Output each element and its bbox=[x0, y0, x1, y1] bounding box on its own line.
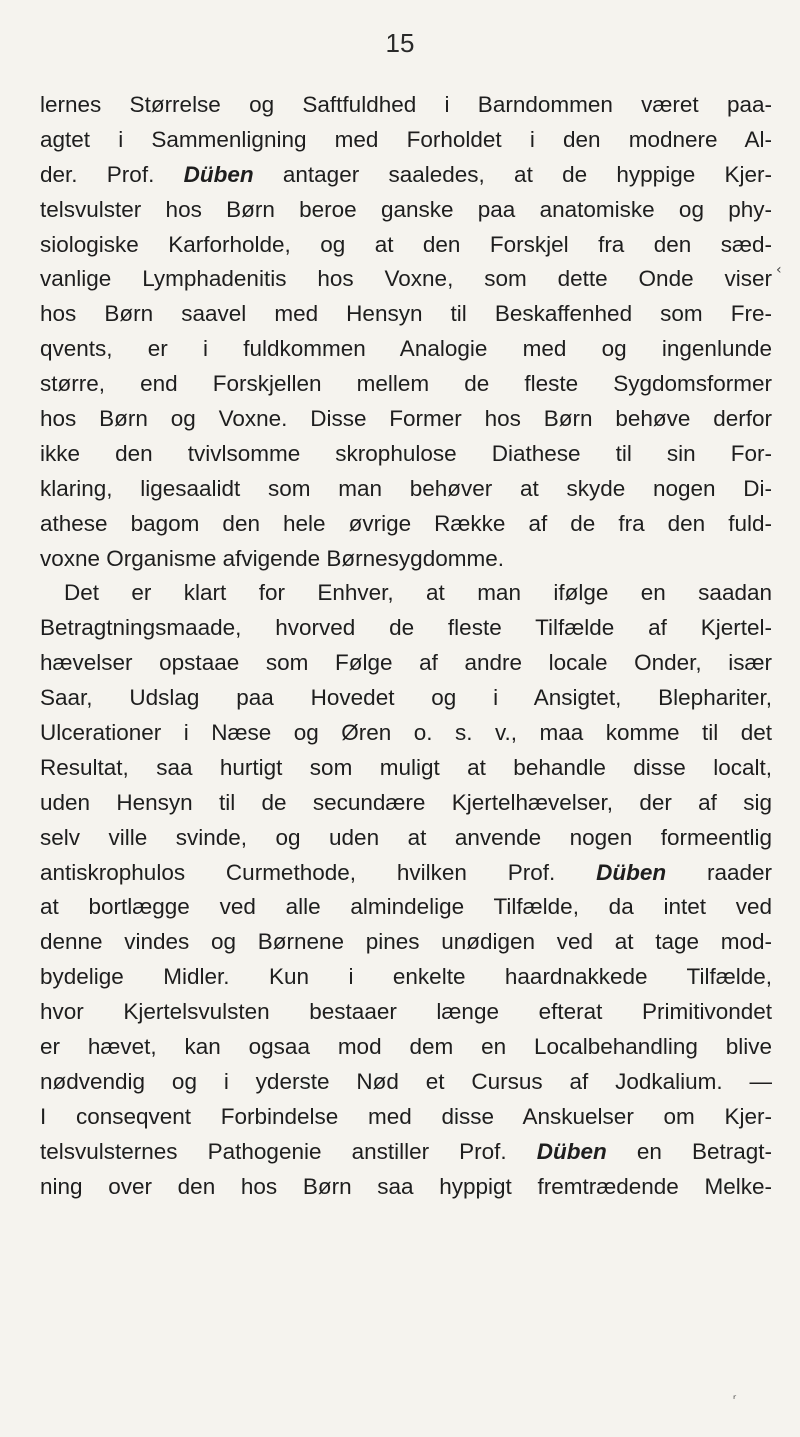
text-line: større, end Forskjellen mellem de fleste Sygdomsformer bbox=[40, 371, 772, 397]
text-line: at bortlægge ved alle almindelige Tilfælde, da intet ved bbox=[40, 894, 772, 920]
text-line: agtet i Sammenligning med Forholdet i den modnere Al- bbox=[40, 126, 772, 152]
text-line: uden Hensyn til de secundære Kjertelhævelser, der af sig bbox=[40, 789, 772, 815]
text-line: voxne Organisme afvigende Børnesygdomme. bbox=[40, 545, 504, 571]
text-segment: raader bbox=[666, 859, 772, 885]
text-line: hævelser opstaae som Følge af andre locale Onder, især bbox=[40, 650, 772, 676]
text-line: ning over den hos Børn saa hyppigt fremtrædende Melke- bbox=[40, 1173, 772, 1199]
text-line: Saar, Udslag paa Hovedet og i Ansigtet, Blephariter, bbox=[40, 685, 772, 711]
body-text bbox=[40, 88, 772, 1205]
text-line: hvor Kjertelsvulsten bestaaer længe efterat Primitivondet bbox=[40, 999, 772, 1025]
text-line: lernes Størrelse og Saftfuldhed i Barndommen været paa- bbox=[40, 92, 772, 117]
text-line: qvents, er i fuldkommen Analogie med og ingenlunde bbox=[40, 336, 772, 362]
text-line: Det er klart for Enhver, at man ifølge en saadan bbox=[64, 580, 772, 606]
text-line: selv ville svinde, og uden at anvende nogen formeentlig bbox=[40, 824, 772, 850]
text-line: er hævet, kan ogsaa mod dem en Localbehandling blive bbox=[40, 1034, 772, 1060]
text-line: nødvendig og i yderste Nød et Cursus af Jodkalium. — bbox=[40, 1068, 772, 1094]
text-line: klaring, ligesaalidt som man behøver at skyde nogen Di- bbox=[40, 475, 772, 501]
text-segment: der. Prof. bbox=[40, 161, 184, 187]
text-segment: en Betragt- bbox=[606, 1138, 772, 1164]
author-name: Düben bbox=[536, 1138, 607, 1164]
text-line: denne vindes og Børnene pines unødigen ved at tage mod- bbox=[40, 929, 772, 955]
author-name: Düben bbox=[596, 859, 667, 885]
margin-mark: ‹ bbox=[776, 262, 782, 278]
text-line: siologiske Karforholde, og at den Forskjel fra den sæd- bbox=[40, 231, 772, 257]
text-segment: antiskrophulos Curmethode, hvilken Prof. bbox=[40, 859, 597, 885]
text-line: bydelige Midler. Kun i enkelte haardnakkede Tilfælde, bbox=[40, 964, 772, 990]
text-line: hos Børn og Voxne. Disse Former hos Børn behøve derfor bbox=[40, 406, 772, 432]
author-name: Düben bbox=[183, 161, 254, 187]
text-line: vanlige Lymphadenitis hos Voxne, som dette Onde viser bbox=[40, 266, 772, 292]
text-line: athese bagom den hele øvrige Række af de fra den fuld- bbox=[40, 510, 772, 536]
text-line bbox=[40, 856, 772, 891]
page-number: 15 bbox=[385, 28, 415, 58]
text-line bbox=[40, 158, 772, 193]
text-line: Betragtningsmaade, hvorved de fleste Tilfælde af Kjertel- bbox=[40, 615, 772, 641]
text-segment: antager saaledes, at de hyppige Kjer- bbox=[253, 161, 772, 187]
text-line: Ulcerationer i Næse og Øren o. s. v., maa komme til det bbox=[40, 720, 772, 746]
text-line bbox=[40, 1135, 772, 1170]
text-segment: telsvulsternes Pathogenie anstiller Prof. bbox=[40, 1138, 537, 1164]
paragraph bbox=[40, 576, 772, 1204]
text-line: telsvulster hos Børn beroe ganske paa anatomiske og phy- bbox=[40, 196, 772, 222]
text-line: I conseqvent Forbindelse med disse Anskuelser om Kjer- bbox=[40, 1103, 772, 1129]
margin-mark: ʳ bbox=[733, 1392, 737, 1406]
paragraph bbox=[40, 88, 772, 576]
text-line: ikke den tvivlsomme skrophulose Diathese til sin For- bbox=[40, 440, 772, 466]
text-line: Resultat, saa hurtigt som muligt at behandle disse localt, bbox=[40, 754, 772, 780]
text-line: hos Børn saavel med Hensyn til Beskaffenhed som Fre- bbox=[40, 301, 772, 327]
